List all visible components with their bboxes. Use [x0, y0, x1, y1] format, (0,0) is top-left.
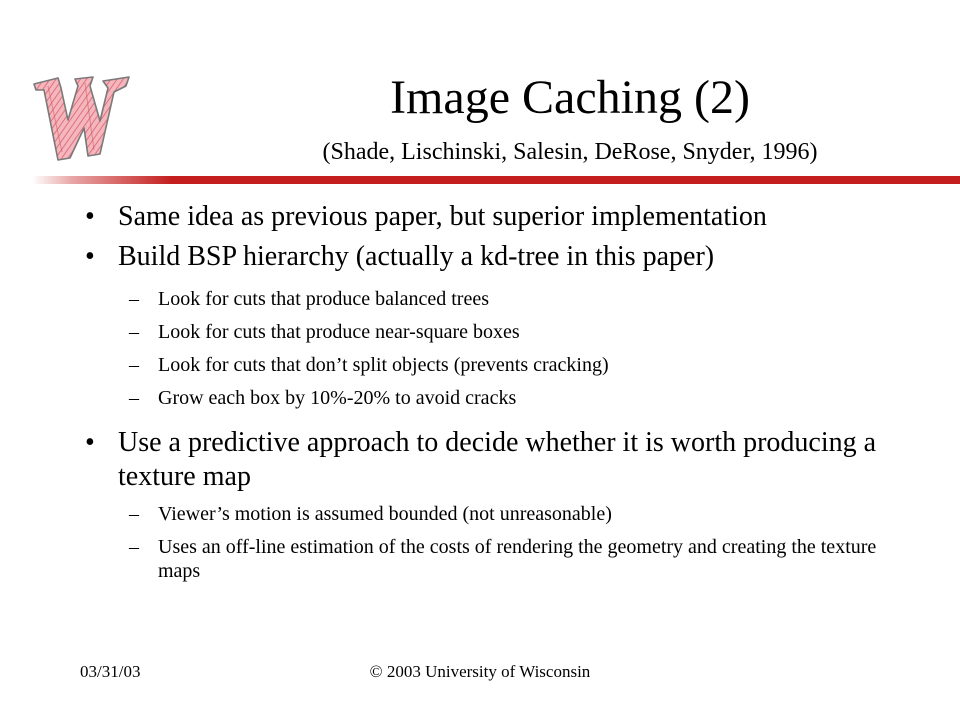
- bullet-item: [85, 200, 900, 234]
- sub-bullet-text: Look for cuts that don’t split objects (prevents cracking): [158, 354, 609, 376]
- bullet-text: Build BSP hierarchy (actually a kd-tree in this paper): [118, 241, 715, 272]
- footer-copyright: © 2003 University of Wisconsin: [369, 662, 591, 681]
- dash-icon: –: [129, 536, 139, 558]
- sub-bullet-text: Grow each box by 10%-20% to avoid cracks: [158, 387, 517, 409]
- sub-bullet-text: Look for cuts that produce near-square boxes: [158, 321, 520, 343]
- bullet-item: [85, 426, 900, 494]
- bullet-dot-icon: •: [85, 201, 95, 232]
- title-divider: [32, 176, 960, 184]
- sub-bullet-text: Look for cuts that produce balanced trees: [158, 288, 489, 310]
- sub-bullet-item: [129, 353, 900, 377]
- sub-bullet-text: Uses an off-line estimation of the costs of rendering the geometry and creating the texture maps: [158, 536, 877, 582]
- sub-bullet-item: [129, 287, 900, 311]
- dash-icon: –: [129, 288, 139, 310]
- dash-icon: –: [129, 321, 139, 343]
- sub-bullet-item: [129, 386, 900, 410]
- slide-title: Image Caching (2): [390, 71, 750, 124]
- w-logo-icon: [28, 66, 136, 166]
- slide-subtitle: (Shade, Lischinski, Salesin, DeRose, Snyder, 1996): [322, 139, 818, 165]
- sub-bullet-item: [129, 502, 900, 526]
- footer-date: 03/31/03: [80, 662, 141, 681]
- dash-icon: –: [129, 503, 139, 525]
- sub-bullet-item: [129, 535, 900, 583]
- dash-icon: –: [129, 354, 139, 376]
- bullet-text: Same idea as previous paper, but superior implementation: [118, 201, 767, 232]
- bullet-text: Use a predictive approach to decide whether it is worth producing a texture map: [118, 427, 877, 492]
- bullet-dot-icon: •: [85, 427, 95, 458]
- dash-icon: –: [129, 387, 139, 409]
- sub-bullet-text: Viewer’s motion is assumed bounded (not unreasonable): [158, 503, 612, 525]
- bullet-dot-icon: •: [85, 241, 95, 272]
- bullet-item: [85, 240, 900, 274]
- sub-bullet-item: [129, 320, 900, 344]
